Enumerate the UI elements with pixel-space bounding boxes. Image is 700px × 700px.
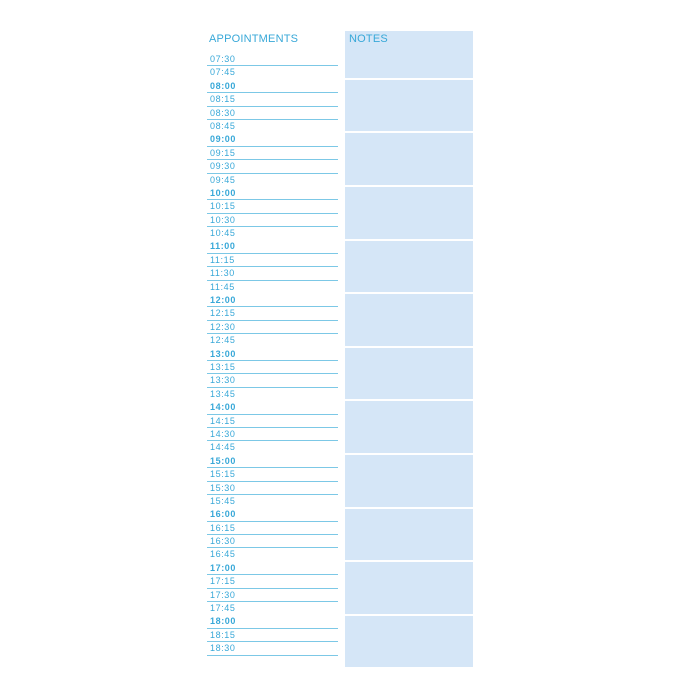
time-label: 09:30 bbox=[210, 161, 236, 172]
time-slot[interactable] bbox=[207, 240, 338, 253]
time-label: 17:30 bbox=[210, 589, 236, 600]
time-slot[interactable] bbox=[207, 80, 338, 93]
time-slot[interactable] bbox=[207, 535, 338, 548]
time-slot[interactable] bbox=[207, 267, 338, 280]
time-slot[interactable] bbox=[207, 642, 338, 655]
time-slot[interactable] bbox=[207, 348, 338, 361]
time-label: 09:15 bbox=[210, 147, 236, 158]
time-label: 16:15 bbox=[210, 522, 236, 533]
time-label: 17:00 bbox=[210, 562, 237, 573]
time-label: 08:00 bbox=[210, 80, 237, 91]
time-slot[interactable] bbox=[207, 187, 338, 200]
time-slot[interactable] bbox=[207, 575, 338, 588]
time-label: 18:30 bbox=[210, 643, 236, 654]
time-slot[interactable] bbox=[207, 200, 338, 213]
time-label: 09:45 bbox=[210, 174, 236, 185]
time-label: 14:45 bbox=[210, 442, 236, 453]
time-label: 18:00 bbox=[210, 616, 237, 627]
notes-header: NOTES bbox=[349, 33, 388, 45]
time-label: 15:00 bbox=[210, 455, 237, 466]
time-label: 12:15 bbox=[210, 308, 236, 319]
time-slot[interactable] bbox=[207, 468, 338, 481]
planner-sheet bbox=[207, 31, 473, 667]
time-slot[interactable] bbox=[207, 53, 338, 66]
time-label: 08:45 bbox=[210, 120, 236, 131]
time-label: 11:30 bbox=[210, 268, 235, 279]
time-slot[interactable] bbox=[207, 160, 338, 173]
time-slot[interactable] bbox=[207, 615, 338, 628]
time-label: 16:00 bbox=[210, 509, 237, 520]
time-slot[interactable] bbox=[207, 374, 338, 387]
time-label: 17:15 bbox=[210, 576, 236, 587]
time-label: 18:15 bbox=[210, 629, 236, 640]
time-label: 13:15 bbox=[210, 361, 236, 372]
time-label: 13:30 bbox=[210, 375, 236, 386]
time-slot[interactable] bbox=[207, 254, 338, 267]
time-label: 08:30 bbox=[210, 107, 236, 118]
time-slot[interactable] bbox=[207, 307, 338, 320]
time-slot[interactable] bbox=[207, 589, 338, 602]
time-slot[interactable] bbox=[207, 482, 338, 495]
time-slot[interactable] bbox=[207, 214, 338, 227]
time-label: 12:00 bbox=[210, 295, 237, 306]
time-label: 10:15 bbox=[210, 201, 236, 212]
time-label: 15:15 bbox=[210, 469, 236, 480]
time-label: 16:45 bbox=[210, 549, 236, 560]
time-label: 14:30 bbox=[210, 428, 236, 439]
time-label: 10:45 bbox=[210, 228, 236, 239]
time-label: 13:45 bbox=[210, 388, 236, 399]
time-label: 16:30 bbox=[210, 536, 236, 547]
time-slot[interactable] bbox=[207, 415, 338, 428]
time-slot[interactable] bbox=[207, 401, 338, 414]
time-label: 17:45 bbox=[210, 603, 236, 614]
time-label: 11:45 bbox=[210, 281, 235, 292]
time-slot[interactable] bbox=[207, 107, 338, 120]
time-label: 14:15 bbox=[210, 415, 236, 426]
time-slot[interactable] bbox=[207, 133, 338, 146]
appointment-slots bbox=[207, 53, 473, 656]
time-label: 12:30 bbox=[210, 321, 236, 332]
time-slot[interactable] bbox=[207, 361, 338, 374]
time-label: 11:15 bbox=[210, 254, 235, 265]
time-slot[interactable] bbox=[207, 93, 338, 106]
time-slot[interactable] bbox=[207, 294, 338, 307]
time-slot[interactable] bbox=[207, 629, 338, 642]
time-label: 10:00 bbox=[210, 187, 237, 198]
appointments-header: APPOINTMENTS bbox=[209, 33, 299, 45]
time-slot[interactable] bbox=[207, 455, 338, 468]
time-label: 09:00 bbox=[210, 134, 237, 145]
time-slot[interactable] bbox=[207, 321, 338, 334]
time-label: 13:00 bbox=[210, 348, 237, 359]
time-label: 11:00 bbox=[210, 241, 236, 252]
time-label: 07:30 bbox=[210, 54, 236, 64]
time-slot[interactable] bbox=[207, 522, 338, 535]
time-label: 07:45 bbox=[210, 67, 236, 78]
time-slot[interactable] bbox=[207, 428, 338, 441]
time-label: 14:00 bbox=[210, 402, 237, 413]
time-label: 15:45 bbox=[210, 495, 236, 506]
time-label: 12:45 bbox=[210, 335, 236, 346]
time-slot[interactable] bbox=[207, 147, 338, 160]
time-slot[interactable] bbox=[207, 508, 338, 521]
time-label: 10:30 bbox=[210, 214, 236, 225]
time-label: 15:30 bbox=[210, 482, 236, 493]
time-slot[interactable] bbox=[207, 562, 338, 575]
time-label: 08:15 bbox=[210, 94, 236, 105]
